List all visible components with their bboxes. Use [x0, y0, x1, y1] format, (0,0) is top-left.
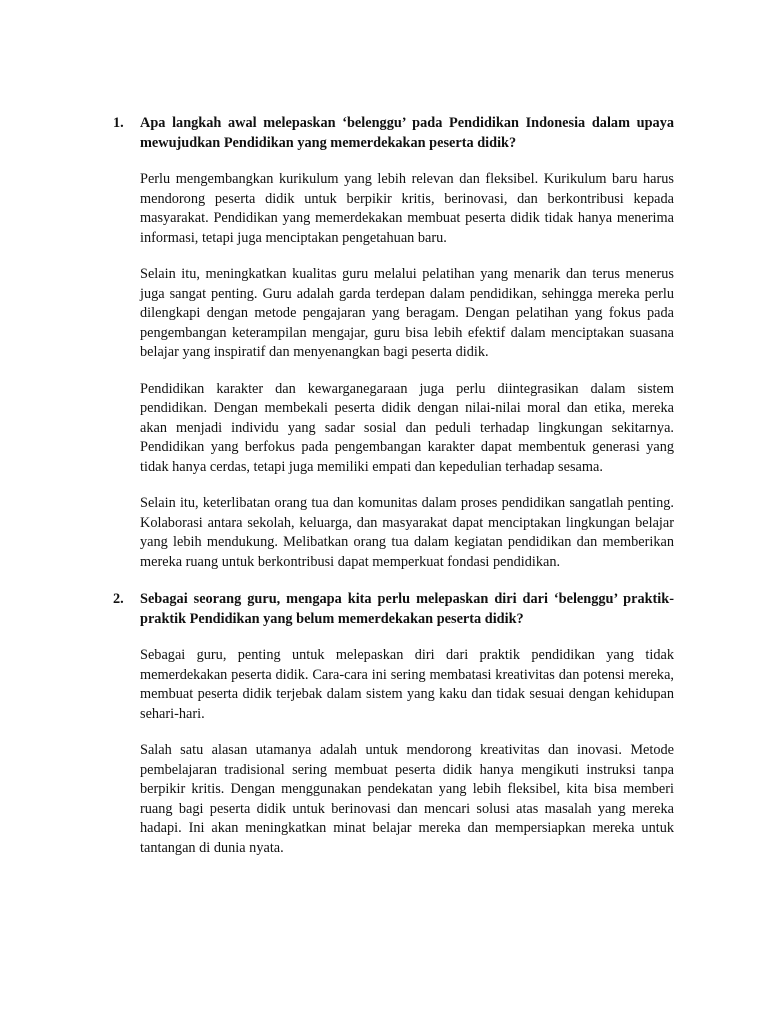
question-heading [113, 590, 674, 629]
answer-paragraph: Salah satu alasan utamanya adalah untuk mendorong kreativitas dan inovasi. Metode pembelajaran tradisional sering membuat peserta didik hanya mengikuti instruksi tanpa berpikir kritis. Dengan menggunakan pendekatan yang lebih fleksibel, kita bisa memberi ruang bagi peserta didik untuk berinovasi dan mencari solusi atas masalah yang mereka hadapi. Ini akan meningkatkan minat belajar mereka dan mempersiapkan mereka untuk tantangan di dunia nyata. [140, 742, 674, 856]
answer-block [140, 170, 674, 572]
question-number: 2. [113, 591, 124, 607]
answer-block [140, 646, 674, 858]
question-text: Sebagai seorang guru, mengapa kita perlu melepaskan diri dari ‘belenggu’ praktik-praktik Pendidikan yang belum memerdekakan peserta didik? [140, 591, 674, 627]
question-heading [113, 114, 674, 153]
question-item-1 [113, 114, 674, 572]
question-text: Apa langkah awal melepaskan ‘belenggu’ pada Pendidikan Indonesia dalam upaya mewujudkan Pendidikan yang memerdekakan peserta didik? [140, 115, 674, 151]
question-number: 1. [113, 115, 124, 131]
answer-paragraph: Perlu mengembangkan kurikulum yang lebih relevan dan fleksibel. Kurikulum baru harus mendorong peserta didik untuk berpikir kritis, berinovasi, dan berkontribusi kepada masyarakat. Pendidikan yang memerdekakan membuat peserta didik tidak hanya menerima informasi, tetapi juga menciptakan pengetahuan baru. [140, 171, 674, 246]
answer-paragraph: Selain itu, meningkatkan kualitas guru melalui pelatihan yang menarik dan terus menerus juga sangat penting. Guru adalah garda terdepan dalam pendidikan, sehingga mereka perlu dilengkapi dengan metode pengajaran yang beragam. Dengan pelatihan yang fokus pada pengembangan keterampilan mengajar, guru bisa lebih efektif dalam menciptakan suasana belajar yang inspiratif dan menyenangkan bagi peserta didik. [140, 266, 674, 360]
question-item-2 [113, 590, 674, 858]
document-body [113, 114, 674, 867]
answer-paragraph: Pendidikan karakter dan kewarganegaraan juga perlu diintegrasikan dalam sistem pendidikan. Dengan membekali peserta didik dengan nilai-nilai moral dan etika, mereka akan menjadi individu yang sadar sosial dan peduli terhadap lingkungan sekitarnya. Pendidikan yang berfokus pada pengembangan karakter dapat membentuk generasi yang tidak hanya cerdas, tetapi juga memiliki empati dan kepedulian terhadap sesama. [140, 380, 674, 475]
answer-paragraph: Selain itu, keterlibatan orang tua dan komunitas dalam proses pendidikan sangatlah penting. Kolaborasi antara sekolah, keluarga, dan masyarakat dapat menciptakan lingkungan belajar yang lebih mendukung. Melibatkan orang tua dalam kegiatan pendidikan dan memberikan mereka ruang untuk berkontribusi dapat memperkuat fondasi pendidikan. [140, 495, 674, 570]
answer-paragraph: Sebagai guru, penting untuk melepaskan diri dari praktik pendidikan yang tidak memerdekakan peserta didik. Cara-cara ini sering membatasi kreativitas dan potensi mereka, membuat peserta didik terjebak dalam sistem yang kaku dan tidak sesuai dengan kehidupan sehari-hari. [140, 647, 674, 722]
